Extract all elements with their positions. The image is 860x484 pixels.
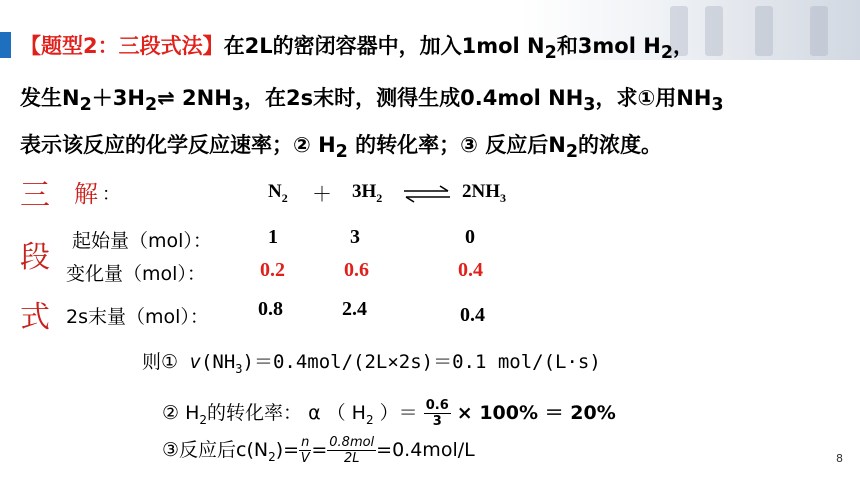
fraction-denominator: 3	[432, 414, 442, 429]
row-label-final: 2s末量（mol）：	[66, 306, 209, 328]
answer-3	[162, 435, 475, 465]
answer-text: ）＝	[373, 402, 418, 424]
subscript: 3	[500, 190, 506, 205]
problem-line-3	[20, 130, 662, 167]
answer-1-prefix: 则①	[142, 351, 179, 373]
subscript: 2	[268, 449, 276, 464]
method-char-duan: 段	[20, 240, 50, 275]
rate-symbol: v	[189, 351, 201, 373]
problem-text: ＋3H	[91, 86, 145, 110]
subscript: 2	[565, 142, 579, 163]
solution-colon: ：	[102, 184, 120, 205]
subscript: 2	[376, 190, 383, 205]
solution-label: 解	[74, 180, 98, 208]
accent-bar	[0, 32, 11, 58]
equilibrium-arrow-icon	[402, 185, 452, 203]
eq-n2	[268, 181, 288, 206]
subscript: 2	[144, 95, 158, 116]
change-n2: 0.2	[260, 259, 285, 281]
answer-text: =0.4mol/L	[376, 439, 475, 461]
subscript: 3	[711, 95, 724, 116]
eq-text: N	[268, 181, 282, 202]
fraction-numerator: 0.8mol	[329, 435, 375, 450]
change-h2: 0.6	[344, 259, 369, 281]
fraction-n-over-v	[299, 436, 311, 465]
answer-text: ③反应后c(N	[162, 439, 269, 461]
problem-text: ，求①用NH	[595, 86, 712, 110]
answer-text: ② H	[162, 402, 200, 424]
answer-text: =	[311, 439, 328, 461]
fraction-denominator: 2L	[343, 451, 360, 466]
final-h2: 2.4	[342, 298, 367, 320]
change-nh3: 0.4	[458, 259, 483, 281]
eq-text: 2NH	[462, 181, 500, 202]
answer-2	[162, 398, 616, 428]
problem-title-line	[20, 31, 694, 68]
title-text: 在2L的密闭容器中，加入1mol N	[223, 34, 545, 58]
problem-text: 的浓度。	[578, 133, 663, 157]
problem-text: 表示该反应的化学反应速率；② H	[20, 133, 336, 157]
subscript: 2	[335, 142, 348, 163]
eq-nh3	[462, 181, 506, 206]
equilibrium-symbol: ⇌	[157, 86, 175, 110]
page-number: 8	[836, 452, 843, 465]
final-n2: 0.8	[258, 298, 283, 320]
answer-1	[142, 347, 601, 376]
subscript: 2	[79, 95, 92, 116]
subscript: 2	[199, 412, 208, 427]
eq-plus: ＋	[312, 182, 332, 206]
problem-text: 2NH	[174, 86, 232, 110]
answer-text: 的转化率：	[207, 402, 303, 424]
answer-text: α （ H	[308, 402, 366, 424]
problem-text: 的转化率；③ 反应后N	[347, 133, 566, 157]
fraction-conversion	[424, 399, 451, 428]
problem-type-label: 【题型2：三段式法】	[20, 34, 224, 58]
title-text: 和3mol H	[556, 34, 661, 58]
problem-text: ，在2s末时，测得生成0.4mol NH	[244, 86, 584, 110]
row-label-initial: 起始量（mol）：	[72, 230, 212, 252]
subscript: 2	[365, 412, 374, 427]
subscript: 3	[235, 361, 243, 376]
fraction-concentration	[327, 436, 376, 465]
subscript: 3	[583, 95, 596, 116]
method-char-san: 三	[20, 178, 50, 213]
method-char-shi: 式	[20, 300, 50, 335]
fraction-numerator: 0.6	[425, 398, 449, 413]
initial-nh3: 0	[465, 226, 475, 248]
answer-text: )＝0.4mol/(2L×2s)＝0.1 mol/(L·s)	[242, 351, 601, 373]
subscript: 2	[544, 43, 557, 64]
subscript: 2	[660, 43, 674, 64]
title-text: ，	[673, 34, 695, 58]
problem-text: 发生N	[20, 86, 80, 110]
initial-h2: 3	[350, 226, 360, 248]
problem-line-2	[20, 83, 724, 120]
fraction-denominator: V	[300, 451, 310, 466]
fraction-numerator: n	[301, 435, 310, 450]
subscript: 2	[281, 190, 288, 205]
answer-text: )=	[275, 439, 300, 461]
answer-text: × 100% ＝ 20%	[456, 402, 616, 424]
answer-text: (NH	[200, 351, 236, 373]
initial-n2: 1	[268, 226, 278, 248]
eq-text: 3H	[352, 181, 377, 202]
row-label-change: 变化量（mol）：	[66, 263, 206, 285]
eq-h2	[352, 181, 382, 206]
final-nh3: 0.4	[460, 304, 485, 326]
subscript: 3	[231, 95, 245, 116]
